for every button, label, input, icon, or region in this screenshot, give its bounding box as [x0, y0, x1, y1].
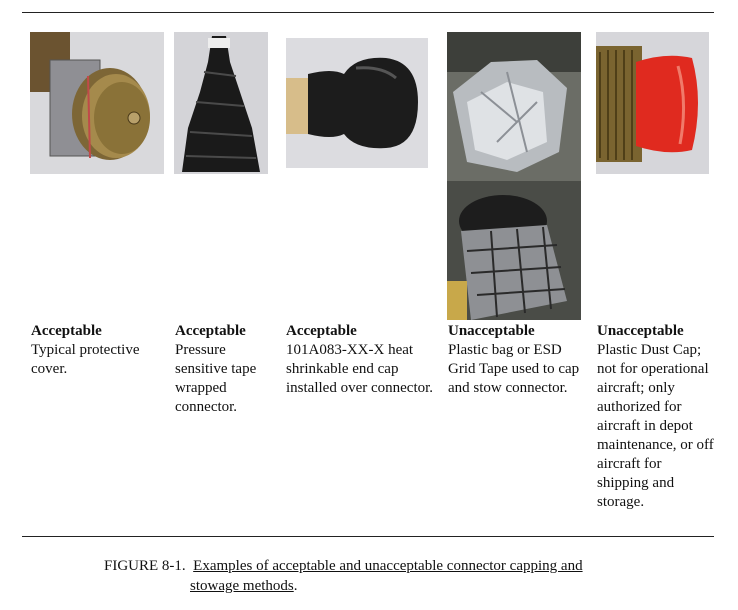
- item-caption-1: [31, 322, 166, 379]
- figure-title-period: .: [293, 578, 298, 594]
- plastic-bag-connector-photo-top: [447, 32, 581, 181]
- connector-metal-cover-photo: [30, 32, 164, 174]
- item-caption-5: [597, 322, 715, 512]
- figure-title-line1: Examples of acceptable and unacceptable connector capping and: [193, 558, 583, 574]
- item-description: 101A083-XX-X heat shrinkable end cap installed over connector.: [286, 342, 434, 396]
- bottom-rule: [22, 536, 714, 537]
- tape-wrapped-connector-photo: [174, 32, 268, 174]
- item-description: Plastic Dust Cap; not for operational aircraft; only authorized for aircraft in depot maintenance, or off aircraft for shipping and storage.: [597, 342, 714, 510]
- item-description: Typical protective cover.: [31, 342, 140, 377]
- figure-title-line2: stowage methods: [190, 578, 294, 594]
- item-description: Pressure sensitive tape wrapped connector.: [175, 342, 257, 415]
- item-caption-3: [286, 322, 436, 398]
- esd-grid-tape-connector-photo-bottom: [447, 181, 581, 320]
- figure-caption: [104, 556, 583, 596]
- top-rule: [22, 12, 714, 13]
- item-status-label: Unacceptable: [597, 323, 684, 339]
- item-status-label: Unacceptable: [448, 323, 535, 339]
- item-description: Plastic bag or ESD Grid Tape used to cap and stow connector.: [448, 342, 580, 396]
- red-dust-cap-photo: [596, 32, 709, 174]
- item-status-label: Acceptable: [31, 323, 102, 339]
- item-status-label: Acceptable: [175, 323, 246, 339]
- item-status-label: Acceptable: [286, 323, 357, 339]
- item-caption-2: [175, 322, 273, 417]
- heat-shrink-end-cap-photo: [286, 38, 428, 168]
- figure-number: FIGURE 8-1.: [104, 558, 186, 574]
- item-caption-4: [448, 322, 586, 398]
